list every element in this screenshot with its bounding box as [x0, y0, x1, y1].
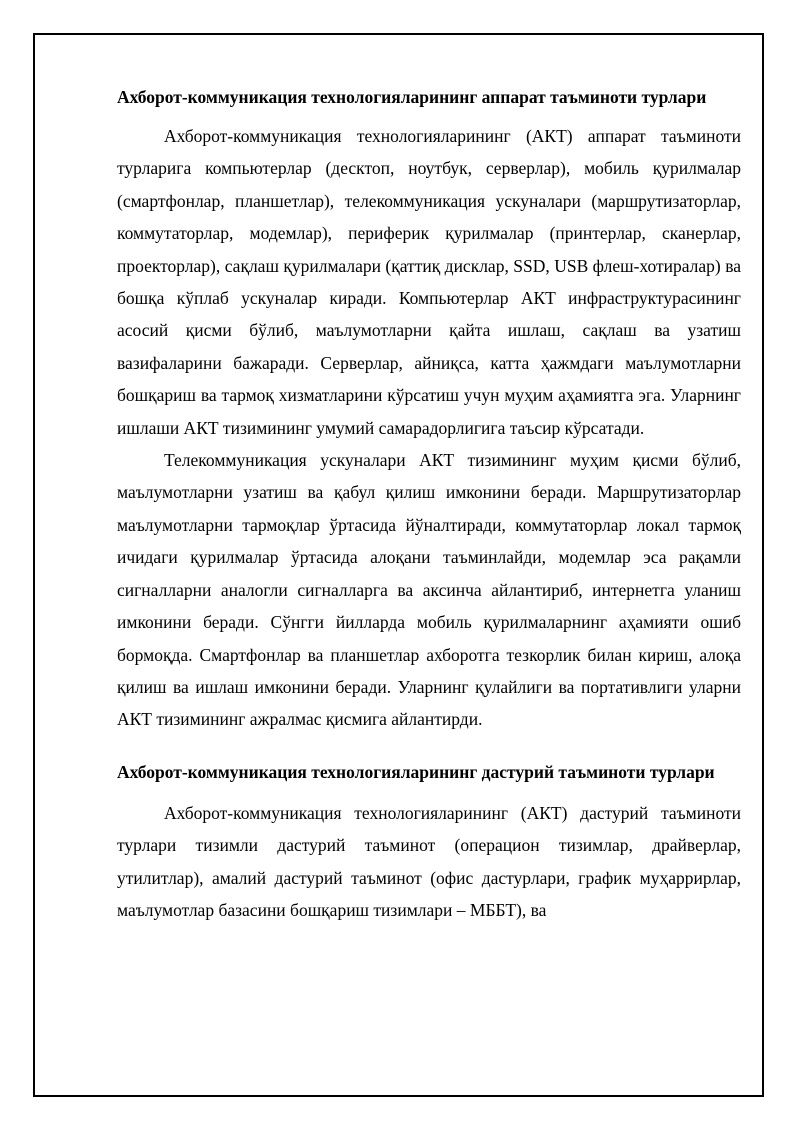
- paragraph-telecom-equipment: Телекоммуникация ускуналари АКТ тизимининг муҳим қисми бўлиб, маълумотларни узатиш ва қабул қилиш имконини беради. Маршрутизаторлар маълумотларни тармоқлар ўртасида йўналтиради, коммутаторлар локал тармоқ ичидаги қурилмалар ўртасида алоқани таъминлайди, модемлар эса рақамли сигналларни аналогли сигналларга ва аксинча айлантириб, интернетга уланиш имконини беради. Сўнгги йилларда мобиль қурилмаларнинг аҳамияти ошиб бормоқда. Смартфонлар ва планшетлар ахборотга тезкорлик билан кириш, алоқа қилиш ва ишлаш имконини беради. Уларнинг қулайлиги ва портативлиги уларни АКТ тизимининг ажралмас қисмига айлантирди.: [117, 450, 741, 730]
- paragraph-software-overview: Ахборот-коммуникация технологияларининг (АКТ) дастурий таъминоти турлари тизимли дастурий таъминот (операцион тизимлар, драйверлар, утилитлар), амалий дастурий таъминот (офис дастурлари, график муҳаррирлар, маълумотлар базасини бошқариш тизимлари – МББТ), ва: [117, 802, 741, 920]
- document-body: [117, 86, 741, 926]
- paragraph-hardware-overview: Ахборот-коммуникация технологияларининг (АКТ) аппарат таъминоти турларига компьютерлар (десктоп, ноутбук, серверлар), мобиль қурилмалар (смартфонлар, планшетлар), телекоммуникация ускуналари (маршрутизаторлар, коммутаторлар, модемлар), периферик қурилмалар (принтерлар, сканерлар, проекторлар), сақлаш қурилмалари (қаттиқ дисклар, SSD, USB флеш-хотиралар) ва бошқа кўплаб ускуналар киради. Компьютерлар АКТ инфраструктурасининг асосий қисми бўлиб, маълумотларни қайта ишлаш, сақлаш ва узатиш вазифаларини бажаради. Серверлар, айниқса, катта ҳажмдаги маълумотларни бошқариш ва тармоқ хизматларини кўрсатиш учун муҳим аҳамиятга эга. Уларнинг ишлаши АКТ тизимининг умумий самарадорлигига таъсир кўрсатади.: [117, 126, 741, 438]
- section-heading-hardware: Ахборот-коммуникация технологияларининг аппарат таъминоти турлари: [117, 87, 707, 107]
- section-heading-software: Ахборот-коммуникация технологияларининг дастурий таъминоти турлари: [117, 761, 715, 782]
